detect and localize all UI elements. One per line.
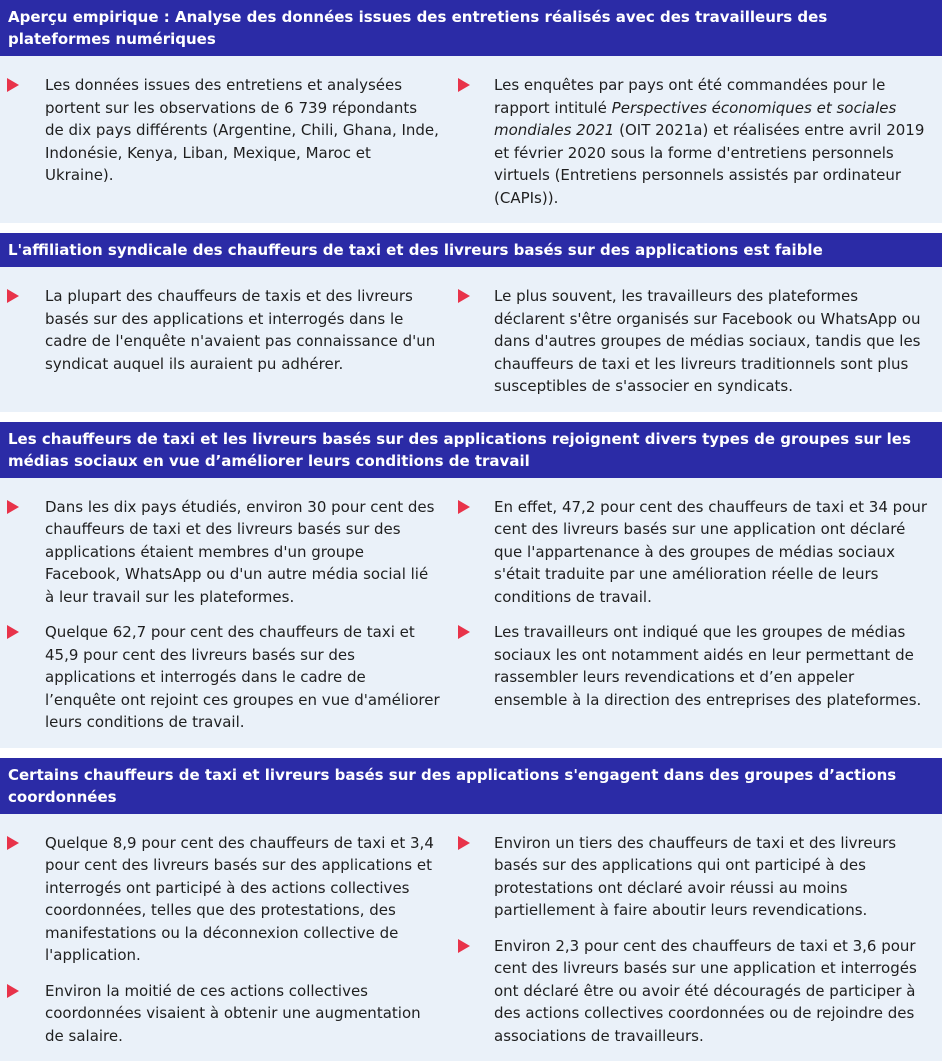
left-column — [0, 74, 450, 209]
triangle-bullet-icon — [458, 289, 470, 303]
section-header-medias-sociaux: Les chauffeurs de taxi et les livreurs basés sur des applications rejoignent divers types de groupes sur les médias sociaux en vue d’améliorer leurs conditions de travail — [0, 422, 942, 478]
bullet-item — [458, 496, 928, 609]
triangle-bullet-icon — [458, 500, 470, 514]
bullet-text — [494, 74, 928, 209]
bullet-text: Les travailleurs ont indiqué que les groupes de médias sociaux les ont notamment aidés en leur permettant de rassembler leurs revendications et d’en appeler ensemble à la direction des entreprises des plateformes. — [494, 621, 928, 711]
bullet-text: Le plus souvent, les travailleurs des plateformes déclarent s'être organisés sur Facebook ou WhatsApp ou dans d'autres groupes de médias sociaux, tandis que les chauffeurs de taxi et les livreurs traditionnels sont plus susceptibles de s'associer en syndicats. — [494, 285, 928, 398]
section-body-apercu — [0, 56, 942, 223]
right-column — [450, 285, 942, 398]
triangle-bullet-icon — [7, 836, 19, 850]
bullet-item — [7, 980, 440, 1048]
bullet-text: Environ la moitié de ces actions collectives coordonnées visaient à obtenir une augmentation de salaire. — [45, 980, 440, 1048]
report-title: Perspectives économiques et sociales mondiales 2021 — [494, 99, 896, 140]
triangle-bullet-icon — [7, 289, 19, 303]
section-divider — [0, 412, 942, 422]
right-column — [450, 74, 942, 209]
bullet-text-post: (OIT 2021a) et réalisées entre avril 2019 et février 2020 sous la forme d'entretiens personnels virtuels (Entretiens personnels assistés par ordinateur (CAPIs)). — [494, 121, 924, 207]
section-header-actions-coordonnees: Certains chauffeurs de taxi et livreurs basés sur des applications s'engagent dans des groupes d’actions coordonnées — [0, 758, 942, 814]
bullet-text: Dans les dix pays étudiés, environ 30 pour cent des chauffeurs de taxi et des livreurs basés sur des applications étaient membres d'un groupe Facebook, WhatsApp ou d'un autre média social lié à leur travail sur les plateformes. — [45, 496, 440, 609]
section-body-medias-sociaux — [0, 478, 942, 748]
bullet-text: En effet, 47,2 pour cent des chauffeurs de taxi et 34 pour cent des livreurs basés sur une application ont déclaré que l'appartenance à des groupes de médias sociaux s'était traduite par une amélioration réelle de leurs conditions de travail. — [494, 496, 928, 609]
bullet-item — [458, 621, 928, 711]
bullet-item — [458, 832, 928, 922]
left-column — [0, 832, 450, 1048]
section-header-affiliation: L'affiliation syndicale des chauffeurs de taxi et des livreurs basés sur des applications est faible — [0, 233, 942, 267]
bullet-item — [458, 935, 928, 1048]
bullet-item — [7, 74, 440, 187]
triangle-bullet-icon — [458, 78, 470, 92]
bullet-item — [7, 496, 440, 609]
triangle-bullet-icon — [458, 836, 470, 850]
section-divider — [0, 748, 942, 758]
triangle-bullet-icon — [458, 939, 470, 953]
bullet-text: Quelque 8,9 pour cent des chauffeurs de taxi et 3,4 pour cent des livreurs basés sur des applications et interrogés ont participé à des actions collectives coordonnées, telles que des protestations, des manifestations ou la déconnexion collective de l'application. — [45, 832, 440, 967]
section-body-actions-coordonnees — [0, 814, 942, 1061]
left-column — [0, 285, 450, 398]
triangle-bullet-icon — [7, 984, 19, 998]
bullet-text: Les données issues des entretiens et analysées portent sur les observations de 6 739 répondants de dix pays différents (Argentine, Chili, Ghana, Inde, Indonésie, Kenya, Liban, Mexique, Maroc et Ukraine). — [45, 74, 440, 187]
bullet-text: Quelque 62,7 pour cent des chauffeurs de taxi et 45,9 pour cent des livreurs basés sur des applications et interrogés dans le cadre de l’enquête ont rejoint ces groupes en vue d'améliorer leurs conditions de travail. — [45, 621, 440, 734]
bullet-text: La plupart des chauffeurs de taxis et des livreurs basés sur des applications et interrogés dans le cadre de l'enquête n'avaient pas connaissance d'un syndicat auquel ils auraient pu adhérer. — [45, 285, 440, 375]
triangle-bullet-icon — [458, 625, 470, 639]
right-column — [450, 496, 942, 734]
bullet-text: Environ 2,3 pour cent des chauffeurs de taxi et 3,6 pour cent des livreurs basés sur une application et interrogés ont déclaré être ou avoir été découragés de participer à des actions collectives coordonnées ou de rejoindre des associations de travailleurs. — [494, 935, 928, 1048]
triangle-bullet-icon — [7, 78, 19, 92]
bullet-item — [458, 285, 928, 398]
section-body-affiliation — [0, 267, 942, 412]
section-divider — [0, 223, 942, 233]
bullet-item — [7, 832, 440, 967]
bullet-item — [7, 621, 440, 734]
triangle-bullet-icon — [7, 500, 19, 514]
left-column — [0, 496, 450, 734]
bullet-item — [7, 285, 440, 375]
section-header-apercu: Aperçu empirique : Analyse des données issues des entretiens réalisés avec des travailleurs des plateformes numériques — [0, 0, 942, 56]
bullet-text-pre: Les enquêtes par pays ont été commandées pour le rapport intitulé — [494, 76, 885, 117]
right-column — [450, 832, 942, 1048]
bullet-text: Environ un tiers des chauffeurs de taxi et des livreurs basés sur des applications qui ont participé à des protestations ont déclaré avoir réussi au moins partiellement à faire aboutir leurs revendications. — [494, 832, 928, 922]
triangle-bullet-icon — [7, 625, 19, 639]
bullet-item — [458, 74, 928, 209]
